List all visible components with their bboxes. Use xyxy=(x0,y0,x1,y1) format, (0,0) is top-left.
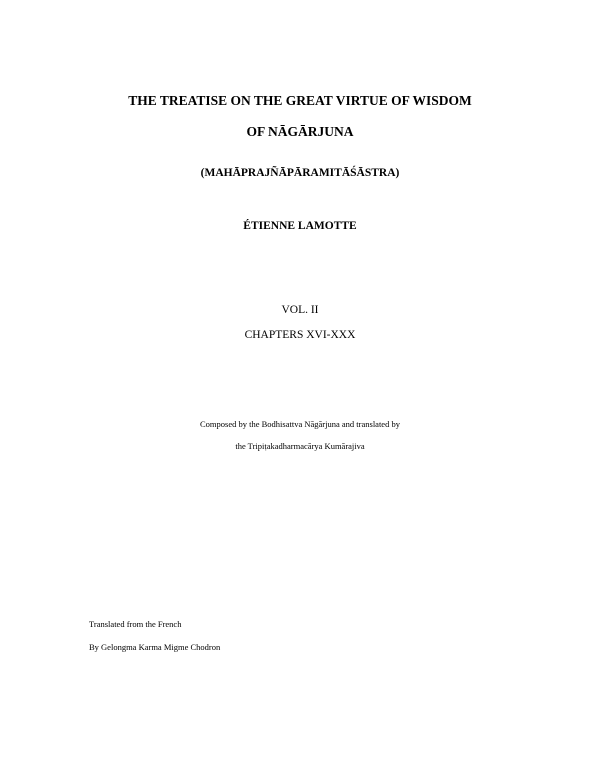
subtitle: (MAHĀPRAJÑĀPĀRAMITĀŚĀSTRA) xyxy=(200,167,400,179)
volume-label: VOL. II xyxy=(281,304,319,316)
title-line-2: OF NĀGĀRJUNA xyxy=(246,124,354,139)
author-name: ÉTIENNE LAMOTTE xyxy=(243,220,357,232)
title-line-1: THE TREATISE ON THE GREAT VIRTUE OF WISDOM xyxy=(128,93,472,108)
composed-line-1: Composed by the Bodhisattva Nāgārjuna and translated by xyxy=(200,419,400,429)
translator-credit: By Gelongma Karma Migme Chodron xyxy=(89,642,221,652)
composed-line-2: the Tripiṭakadharmacārya Kumārajiva xyxy=(235,441,365,451)
translated-from-note: Translated from the French xyxy=(89,619,182,629)
chapters-label: CHAPTERS XVI-XXX xyxy=(244,329,356,341)
